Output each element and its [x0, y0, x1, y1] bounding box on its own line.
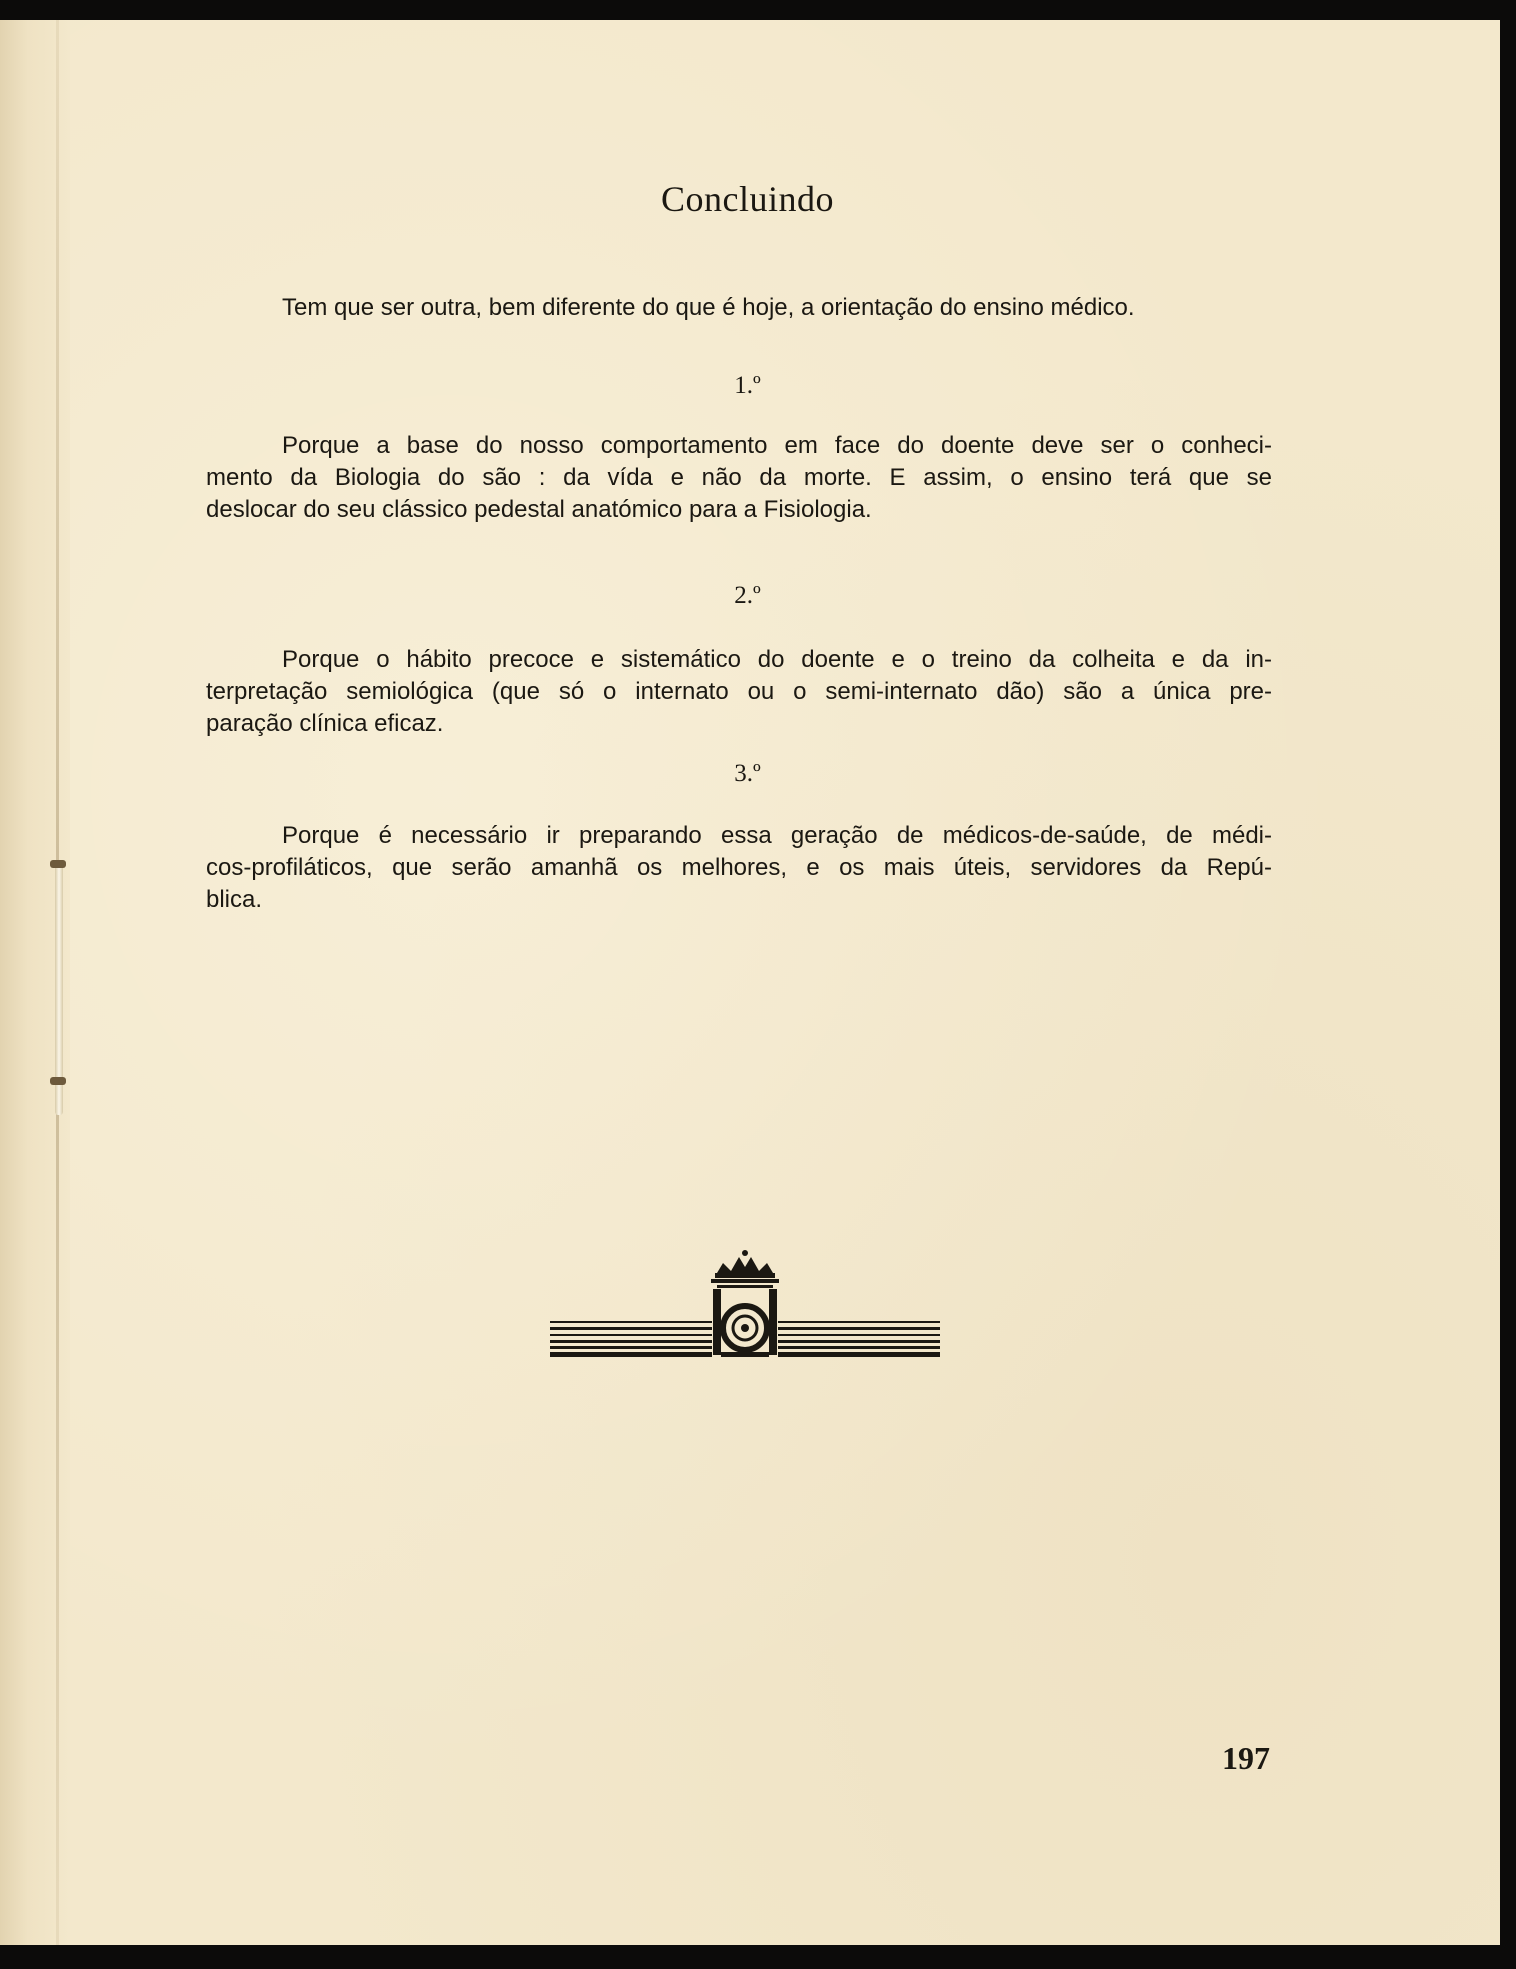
point-paragraph-3 [206, 820, 1272, 916]
printer-ornament-icon [545, 1245, 945, 1375]
paragraph-line: paração clínica eficaz. [206, 710, 444, 737]
intro-sentence: Tem que ser outra, bem diferente do que é hoje, a orientação do ensino médico. [282, 294, 1135, 321]
paragraph-line: blica. [206, 886, 263, 913]
point-paragraph-1 [206, 430, 1272, 526]
point-numeral-3: 3.º [734, 760, 761, 787]
paragraph-line: Porque a base do nosso comportamento em face do doente deve ser o conheci- [282, 432, 1272, 459]
binding-stitch [50, 1077, 66, 1085]
point-numeral-1: 1.º [734, 372, 761, 399]
point-paragraph-2 [206, 644, 1272, 740]
paragraph-line: Porque é necessário ir preparando essa geração de médicos-de-saúde, de médi- [282, 822, 1272, 849]
paragraph-line: cos-profiláticos, que serão amanhã os melhores, e os mais úteis, servidores da Repú- [206, 854, 1272, 881]
page-number: 197 [1222, 1740, 1270, 1776]
paragraph-line: Porque o hábito precoce e sistemático do doente e o treino da colheita e da in- [282, 646, 1272, 673]
section-heading: Concluindo [661, 179, 834, 219]
paragraph-line: terpretação semiológica (que só o internato ou o semi-internato dão) são a única pre- [206, 678, 1272, 705]
paragraph-line: mento da Biologia do são : da vída e não da morte. E assim, o ensino terá que se [206, 464, 1272, 491]
point-numeral-2: 2.º [734, 582, 761, 609]
paragraph-line: deslocar do seu clássico pedestal anatómico para a Fisiologia. [206, 496, 872, 523]
binding-stitch [50, 860, 66, 868]
